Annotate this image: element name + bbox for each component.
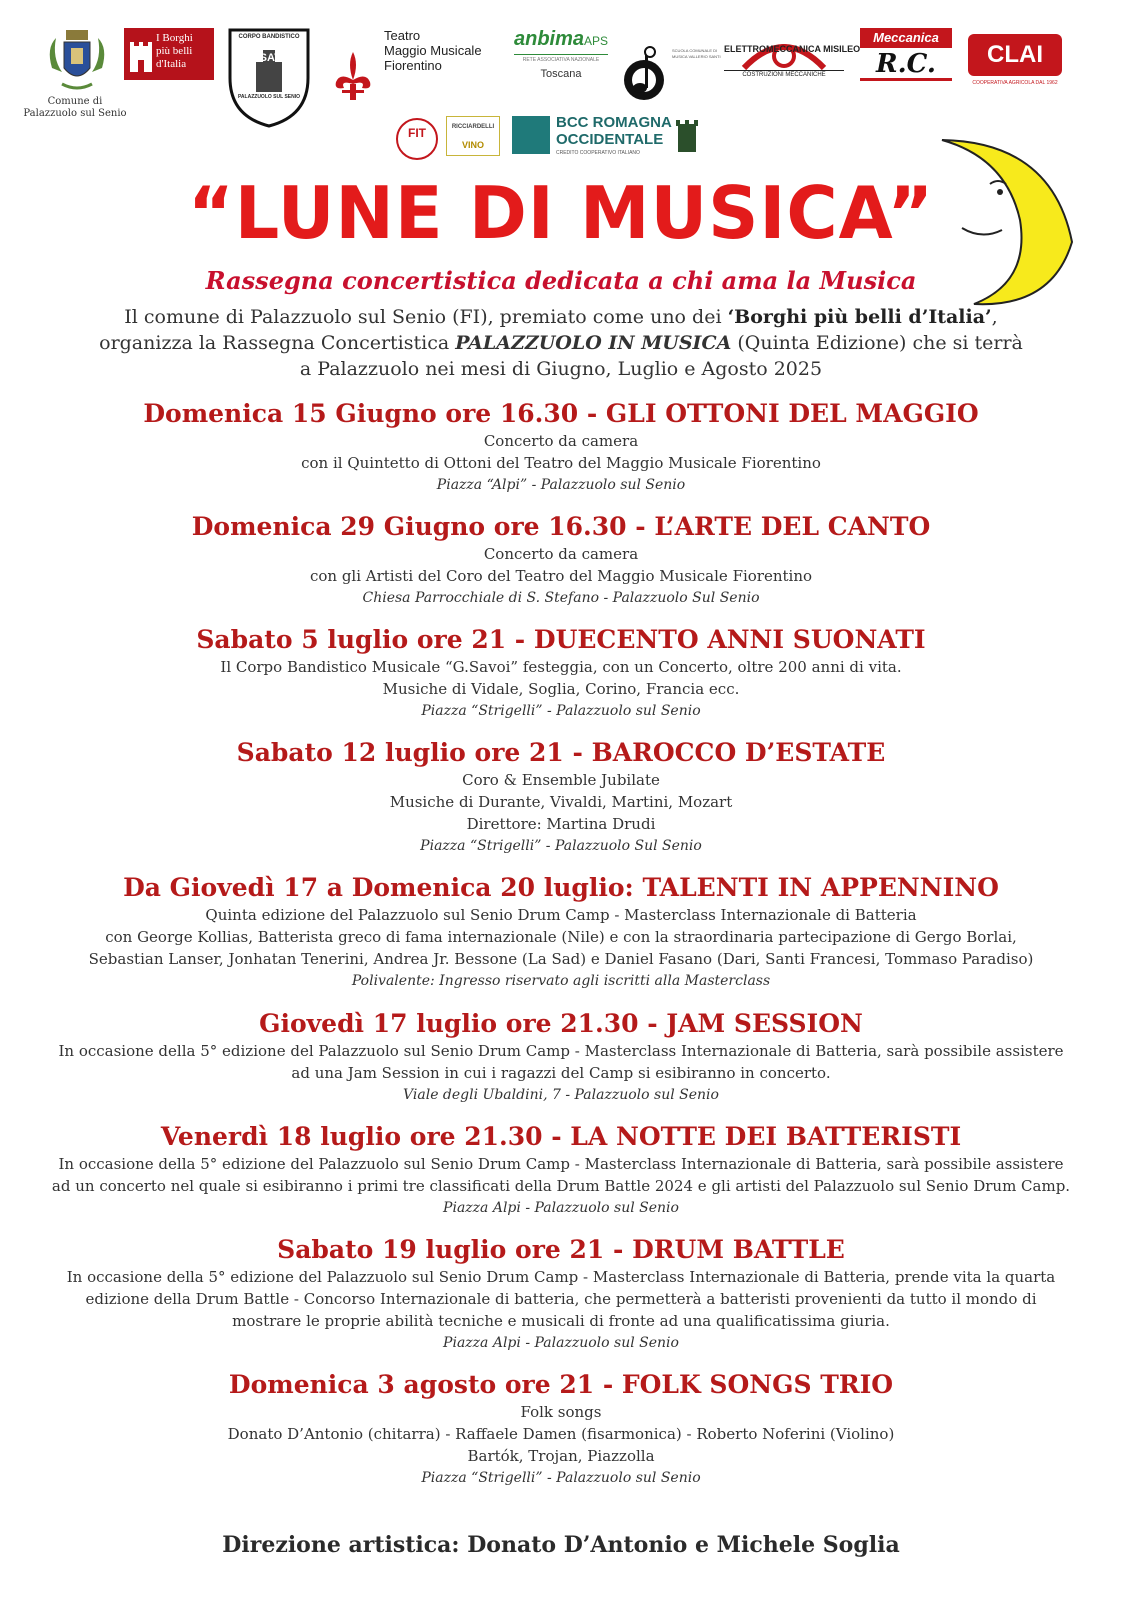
borghi-line2: più belli xyxy=(156,45,193,57)
event-location: Chiesa Parrocchiale di S. Stefano - Palazzuolo Sul Senio xyxy=(362,590,760,606)
bcc-text xyxy=(556,114,672,148)
event-3 xyxy=(0,624,1122,722)
bcc-line2: OCCIDENTALE xyxy=(556,131,664,148)
elettromeccanica-sub: COSTRUZIONI MECCANICHE xyxy=(724,70,844,78)
event-9 xyxy=(0,1369,1122,1489)
event-location: Piazza “Strigelli” - Palazzuolo sul Senio xyxy=(421,703,701,719)
intro-p1-bold: ‘Borghi più belli d’Italia’ xyxy=(727,306,992,328)
poster-subtitle: Rassegna concertistica dedicata a chi ama la Musica xyxy=(205,266,917,295)
comune-caption-line2: Palazzuolo sul Senio xyxy=(23,108,127,119)
event-description-line: ad una Jam Session in cui i ragazzi del Camp si esibiranno in concerto. xyxy=(291,1064,831,1082)
anbima-region: Toscana xyxy=(540,68,582,80)
comune-caption-line1: Comune di xyxy=(47,96,103,107)
corpo-bandistico-top: CORPO BANDISTICO xyxy=(238,34,300,40)
intro-line-2 xyxy=(80,330,1042,356)
event-description-line: con il Quintetto di Ottoni del Teatro del Maggio Musicale Fiorentino xyxy=(301,454,821,472)
event-location: Piazza “Strigelli” - Palazzuolo Sul Senio xyxy=(420,838,702,854)
event-5 xyxy=(0,872,1122,992)
event-location: Piazza “Alpi” - Palazzuolo sul Senio xyxy=(436,477,686,493)
event-description-line: Bartók, Trojan, Piazzolla xyxy=(467,1447,655,1465)
vino-word: VINO xyxy=(461,140,484,150)
event-description-line: Musiche di Durante, Vivaldi, Martini, Mozart xyxy=(389,793,733,811)
event-8 xyxy=(0,1234,1122,1354)
intro-p1: Il comune di Palazzuolo sul Senio (FI), premiato come uno dei xyxy=(124,306,728,328)
comune-caption xyxy=(20,96,130,120)
event-title: Sabato 5 luglio ore 21 - DUECENTO ANNI SUONATI xyxy=(196,625,926,654)
intro-p2-end: (Quinta Edizione) che si terrà xyxy=(731,332,1023,354)
event-1 xyxy=(0,398,1122,496)
event-description-line: In occasione della 5° edizione del Palazzuolo sul Senio Drum Camp - Masterclass Internazionale di Batteria, sarà possibile assistere xyxy=(58,1155,1064,1173)
event-title: Sabato 12 luglio ore 21 - BAROCCO D’ESTATE xyxy=(236,738,886,767)
teatro-label xyxy=(384,28,482,73)
event-title: Da Giovedì 17 a Domenica 20 luglio: TALENTI IN APPENNINO xyxy=(123,873,999,902)
event-title: Giovedì 17 luglio ore 21.30 - JAM SESSION xyxy=(259,1009,863,1038)
intro-p1-end: , xyxy=(991,306,998,328)
bcc-line1: BCC ROMAGNA xyxy=(556,114,672,131)
event-description-line: In occasione della 5° edizione del Palazzuolo sul Senio Drum Camp - Masterclass Internazionale di Batteria, sarà possibile assistere xyxy=(58,1042,1064,1060)
event-4 xyxy=(0,737,1122,857)
event-title: Domenica 3 agosto ore 21 - FOLK SONGS TRIO xyxy=(228,1370,894,1399)
anbima-aps: APS xyxy=(584,34,609,48)
castle-icon xyxy=(128,36,154,74)
event-location: Piazza Alpi - Palazzuolo sul Senio xyxy=(443,1200,679,1216)
teatro-line3: Fiorentino xyxy=(384,58,442,73)
corpo-bandistico-name: G. SAVOI xyxy=(244,52,294,64)
scuola-text: SCUOLA COMUNALE DI MUSICA VALLERIO SANTI xyxy=(672,48,721,59)
borghi-logo xyxy=(124,28,214,80)
event-location: Polivalente: Ingresso riservato agli iscritti alla Masterclass xyxy=(351,973,771,989)
bcc-mark-icon xyxy=(512,116,550,154)
event-description-line: In occasione della 5° edizione del Palazzuolo sul Senio Drum Camp - Masterclass Internazionale di Batteria, prende vita la quarta xyxy=(66,1268,1056,1286)
event-location: Piazza Alpi - Palazzuolo sul Senio xyxy=(443,1335,679,1351)
clai-name: CLAI xyxy=(987,41,1043,68)
event-7 xyxy=(0,1121,1122,1219)
meccanica-top: Meccanica xyxy=(860,28,952,48)
event-description-line: Concerto da camera xyxy=(483,545,639,563)
borghi-line1: I Borghi xyxy=(156,32,193,44)
artistic-direction: Direzione artistica: Donato D’Antonio e Michele Soglia xyxy=(222,1532,900,1558)
tower-icon xyxy=(672,116,702,154)
event-description-line: Il Corpo Bandistico Musicale “G.Savoi” festeggia, con un Concerto, oltre 200 anni di vita. xyxy=(220,658,902,676)
music-note-icon xyxy=(622,44,670,106)
poster-title: “LUNE DI MUSICA” xyxy=(187,171,935,255)
event-description-line: Folk songs xyxy=(520,1403,602,1421)
clai-sub: COOPERATIVA AGRICOLA DAL 1962 xyxy=(972,80,1058,86)
intro-paragraph xyxy=(80,304,1042,382)
event-description-line: Musiche di Vidale, Soglia, Corino, Francia ecc. xyxy=(382,680,740,698)
event-title: Domenica 29 Giugno ore 16.30 - L’ARTE DEL CANTO xyxy=(191,512,931,541)
event-description-line: mostrare le proprie abilità tecniche e musicali di fronte ad una qualificatissima giuria. xyxy=(232,1312,890,1330)
event-description-line: Coro & Ensemble Jubilate xyxy=(462,771,660,789)
event-title: Domenica 15 Giugno ore 16.30 - GLI OTTONI DEL MAGGIO xyxy=(143,399,979,428)
intro-line-1 xyxy=(80,304,1042,330)
comune-crest-icon xyxy=(42,28,112,98)
event-description-line: Quinta edizione del Palazzuolo sul Senio Drum Camp - Masterclass Internazionale di Batteria xyxy=(205,906,917,924)
event-title: Venerdì 18 luglio ore 21.30 - LA NOTTE DEI BATTERISTI xyxy=(160,1122,962,1151)
event-description-line: ad un concerto nel quale si esibiranno i primi tre classificati della Drum Battle 2024 e gli artisti del Palazzuolo sul Senio Drum Camp. xyxy=(51,1177,1071,1195)
anbima-name: anbima xyxy=(514,28,585,50)
event-title: Sabato 19 luglio ore 21 - DRUM BATTLE xyxy=(277,1235,845,1264)
event-location: Piazza “Strigelli” - Palazzuolo sul Senio xyxy=(421,1470,701,1486)
event-6 xyxy=(0,1008,1122,1106)
fit-name: FIT xyxy=(408,126,426,140)
intro-line-3: a Palazzuolo nei mesi di Giugno, Luglio e Agosto 2025 xyxy=(299,358,823,380)
event-location: Viale degli Ubaldini, 7 - Palazzuolo sul Senio xyxy=(403,1087,719,1103)
event-description-line: edizione della Drum Battle - Concorso Internazionale di batteria, che permetterà a batteristi provenienti da tutto il mondo di xyxy=(85,1290,1037,1308)
teatro-line2: Maggio Musicale xyxy=(384,43,482,58)
corpo-bandistico-shield-icon xyxy=(226,26,312,130)
intro-p2-italic: PALAZZUOLO IN MUSICA xyxy=(455,332,732,354)
elettromeccanica-name: ELETTROMECCANICA MISILEO xyxy=(724,44,861,54)
event-description-line: Concerto da camera xyxy=(483,432,639,450)
teatro-line1: Teatro xyxy=(384,28,421,43)
event-description-line: Sebastian Lanser, Jonhatan Tenerini, Andrea Jr. Bessone (La Sad) e Daniel Fasano (Dari, Santi Francesi, Tommaso Paradiso) xyxy=(88,950,1034,968)
bcc-sub: CREDITO COOPERATIVO ITALIANO xyxy=(556,150,640,156)
vino-name: RICCIARDELLI xyxy=(451,124,495,130)
event-description-line: Direttore: Martina Drudi xyxy=(466,815,656,833)
intro-p2: organizza la Rassegna Concertistica xyxy=(99,332,456,354)
fleur-de-lis-icon xyxy=(332,50,374,104)
event-description-line: Donato D’Antonio (chitarra) - Raffaele Damen (fisarmonica) - Roberto Noferini (Violino) xyxy=(227,1425,895,1443)
event-description-line: con gli Artisti del Coro del Teatro del Maggio Musicale Fiorentino xyxy=(309,567,813,585)
anbima-logo xyxy=(514,28,608,51)
event-2 xyxy=(0,511,1122,609)
anbima-sub: RETE ASSOCIATIVA NAZIONALE xyxy=(514,54,608,63)
corpo-bandistico-bottom: PALAZZUOLO SUL SENIO xyxy=(237,94,301,100)
vino-logo xyxy=(446,116,500,156)
borghi-line3: d'Italia xyxy=(156,58,187,70)
event-description-line: con George Kollias, Batterista greco di fama internazionale (Nile) e con la straordinaria partecipazione di Gergo Borlai, xyxy=(105,928,1017,946)
meccanica-rc: R.C. xyxy=(860,50,952,81)
